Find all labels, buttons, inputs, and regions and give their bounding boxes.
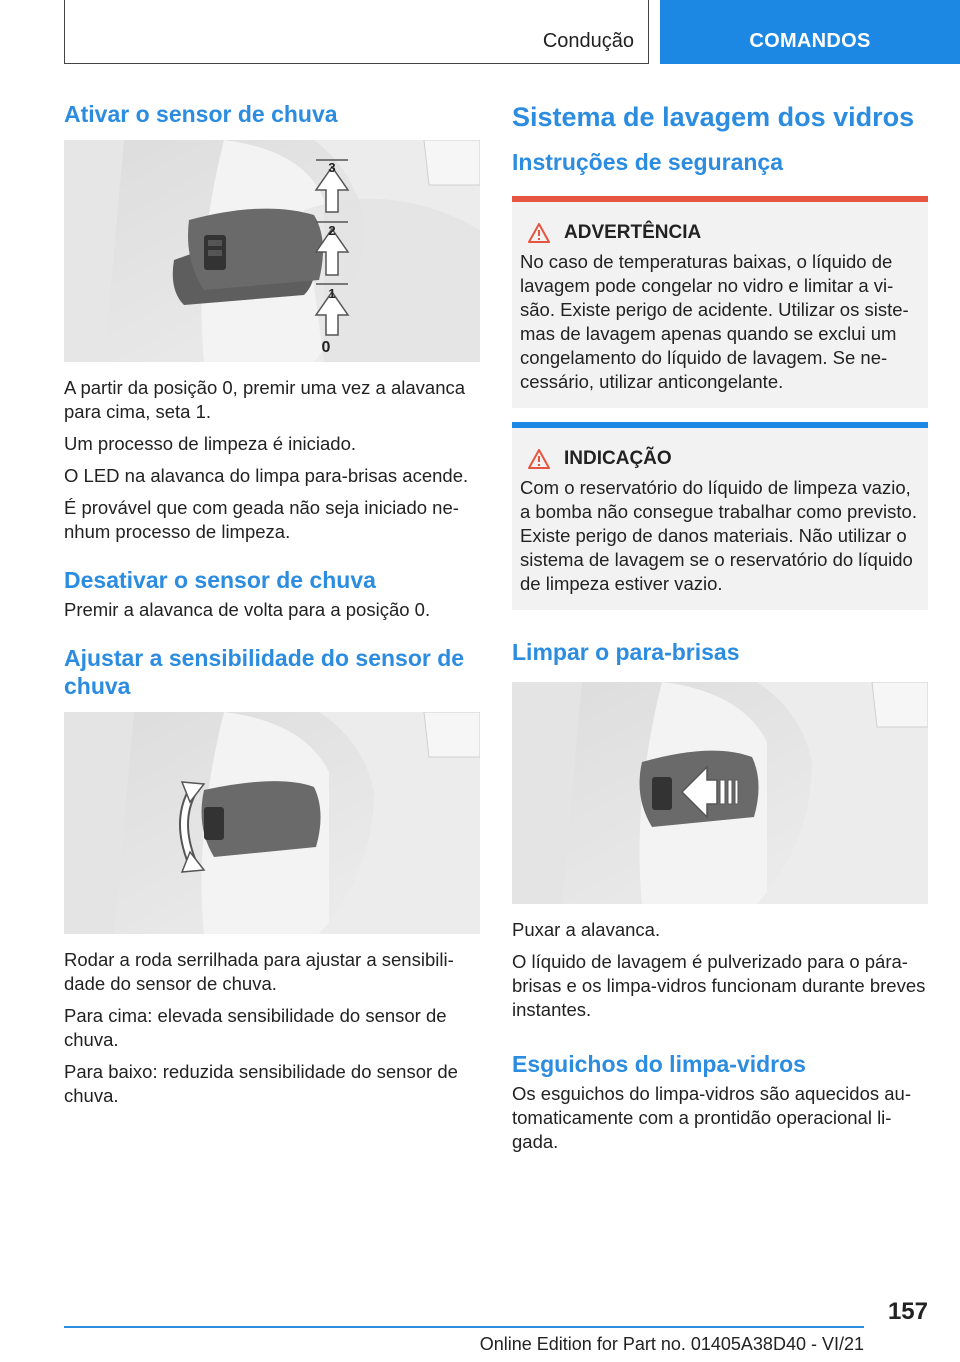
warning-box	[512, 196, 928, 408]
heading-clean-windshield: Limpar o para-brisas	[512, 639, 740, 665]
text-up-high-sensitivity: Para cima: elevada sensibilidade do sensor de chuva.	[64, 1005, 447, 1050]
left-column	[64, 100, 480, 1116]
text-pull-lever: Puxar a alavanca.	[512, 919, 661, 940]
heading-deactivate-rain-sensor: Desativar o sensor de chuva	[64, 567, 376, 593]
figure-lever-up	[64, 140, 480, 362]
figure-lever-pull	[512, 682, 928, 904]
notice-title: INDICAÇÃO	[564, 448, 672, 469]
heading-washer-nozzles: Esguichos do limpa-vidros	[512, 1051, 806, 1077]
figure-label-1: 1	[328, 286, 336, 301]
figure-label-0: 0	[321, 339, 331, 356]
text-down-low-sensitivity: Para baixo: reduzida sensibilidade do sensor de chuva.	[64, 1061, 458, 1106]
notice-box	[512, 422, 928, 610]
page-number: 157	[887, 1298, 928, 1325]
right-column	[512, 100, 928, 1162]
warning-title: ADVERTÊNCIA	[564, 222, 702, 243]
text-frost-note: É provável que com geada não seja iniciado nenhum processo de limpeza.	[64, 497, 459, 542]
notice-triangle-icon	[528, 449, 550, 469]
header-chapter-label: COMANDOS	[749, 30, 871, 52]
footer-edition: Online Edition for Part no. 01405A38D40 - VI/21	[479, 1334, 864, 1354]
notice-text: Com o reservatório do líquido de limpeza vazio, a bomba não consegue trabalhar como previsto. Existe perigo de danos materiais. Não utilizar o sistema de lavagem se o reservatório do líquido de limpeza estiver vazio.	[520, 477, 917, 594]
warning-text: No caso de temperaturas baixas, o líquido de lavagem pode congelar no vidro e limitar a visão. Existe perigo de acidente. Utilizar os sistemas de lavagem apenas quando se exclui um congelamento do líquido de lavagem. Se necessário, utilizar anticongelante.	[520, 251, 909, 392]
header-section-tab	[64, 0, 649, 64]
text-cleaning-started: Um processo de limpeza é iniciado.	[64, 433, 357, 454]
heading-adjust-sensitivity: Ajustar a sensibilidade do sensor de chuva	[64, 645, 465, 699]
warning-triangle-icon	[528, 223, 550, 243]
header-section-label: Condução	[542, 30, 634, 52]
heading-washer-system: Sistema de lavagem dos vidros	[512, 102, 915, 132]
figure-label-3: 3	[328, 160, 336, 175]
figure-label-2: 2	[328, 223, 336, 238]
figure-thumbwheel	[64, 712, 480, 934]
heading-activate-rain-sensor: Ativar o sensor de chuva	[64, 101, 338, 127]
text-activate-step: A partir da posição 0, premir uma vez a alavanca para cima, seta 1.	[64, 377, 466, 422]
header-chapter-tab	[660, 0, 960, 64]
heading-safety-instructions: Instruções de segurança	[512, 149, 783, 175]
text-nozzles-heated: Os esguichos do limpa-vidros são aquecidos automaticamente com a prontidão operacional ligada.	[512, 1083, 911, 1152]
text-deactivate-step: Premir a alavanca de volta para a posição 0.	[64, 599, 431, 620]
text-led-on: O LED na alavanca do limpa para-brisas acende.	[64, 465, 469, 486]
footer-divider	[64, 1326, 864, 1328]
text-adjust-step: Rodar a roda serrilhada para ajustar a sensibilidade do sensor de chuva.	[64, 949, 454, 994]
text-spray-description: O líquido de lavagem é pulverizado para o pára-brisas e os limpa-vidros funcionam durante breves instantes.	[512, 951, 926, 1020]
